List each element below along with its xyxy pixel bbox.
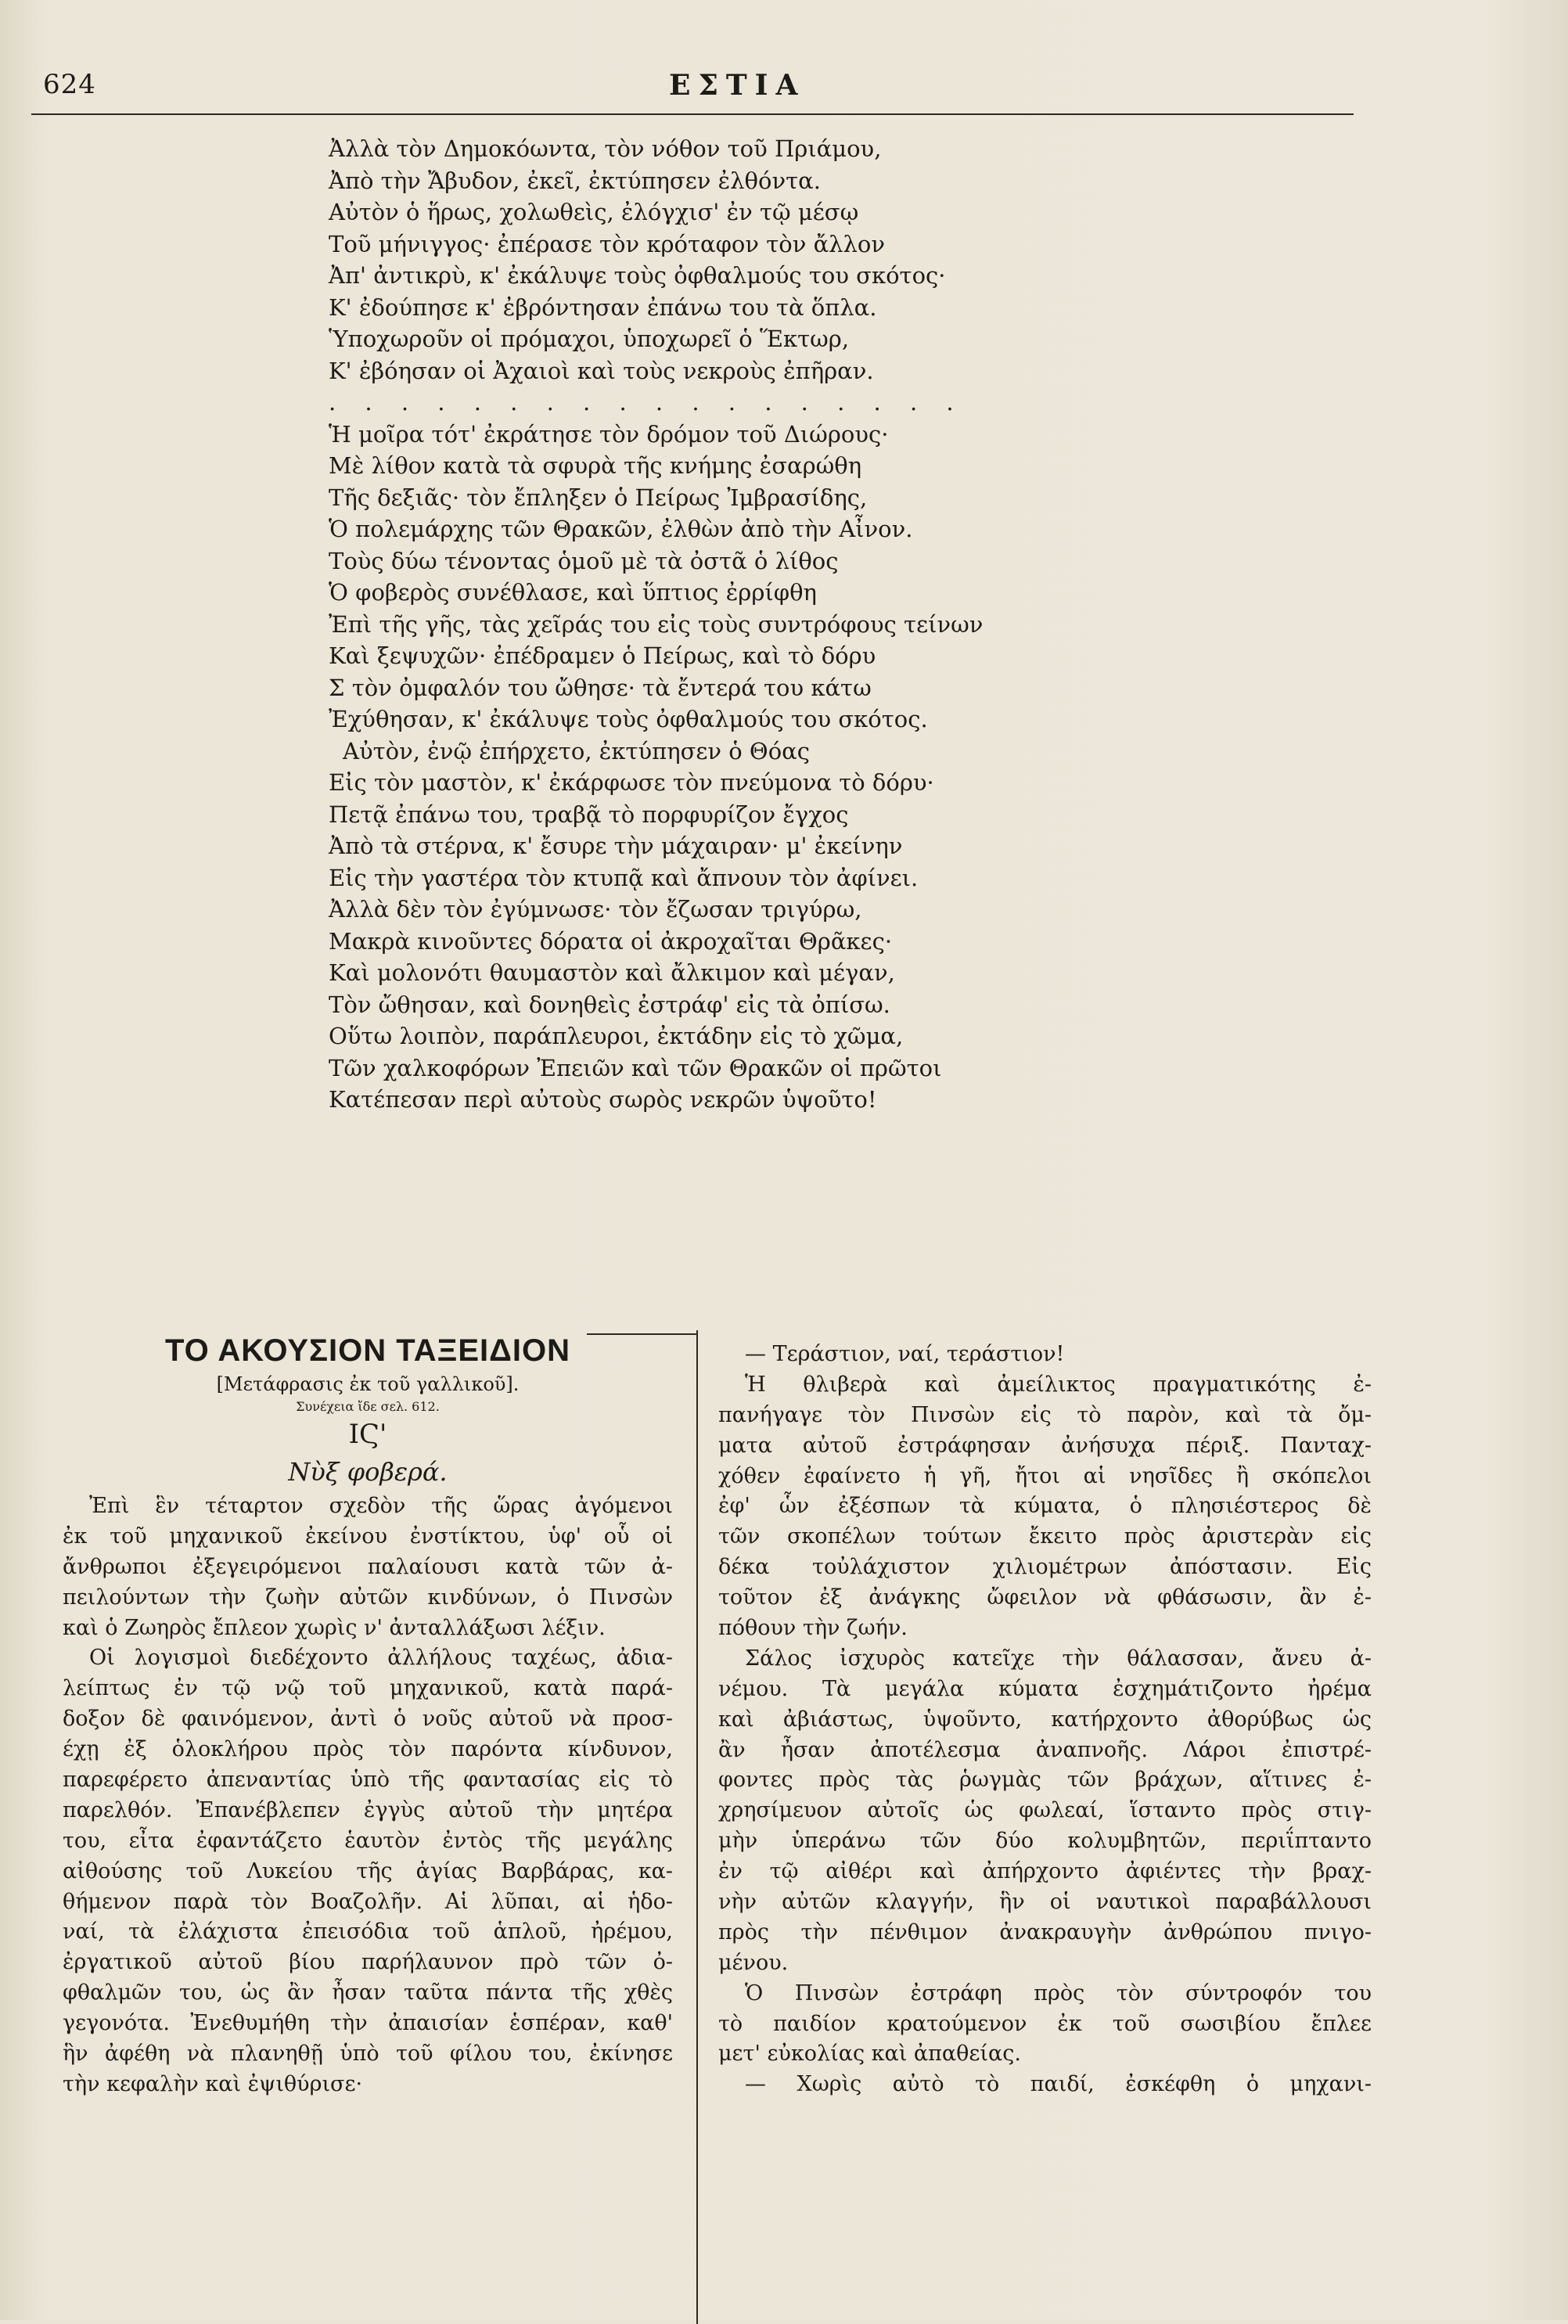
poem-line: Τῆς δεξιᾶς· τὸν ἔπληξεν ὁ Πείρως Ἰμβρασίδης, — [329, 484, 868, 511]
left-column-text — [63, 1491, 673, 2100]
poem-line: Οὕτω λοιπὸν, παράπλευροι, ἐκτάδην εἰς τὸ χῶμα, — [329, 1023, 904, 1049]
poem-line: Ὁ πολεμάρχης τῶν Θρακῶν, ἐλθὼν ἀπὸ τὴν Αἶνον. — [329, 516, 913, 542]
poem-line: Ἀπὸ τὴν Ἄβυδον, ἐκεῖ, ἐκτύπησεν ἐλθόντα. — [329, 167, 821, 194]
poem-line: Αὐτὸν, ἐνῷ ἐπήρχετο, ἐκτύπησεν ὁ Θόας — [343, 737, 810, 764]
text-line: πειλούντων τὴν ζωὴν αὐτῶν κινδύνων, ὁ Πινσὼν — [63, 1585, 673, 1610]
article-left-column — [63, 1330, 673, 2100]
poem-line: Πετᾷ ἐπάνω του, τραβᾷ τὸ πορφυρίζον ἔγχος — [329, 800, 849, 828]
poem-line: Τοὺς δύω τένοντας ὁμοῦ μὲ τὰ ὀστᾶ ὁ λίθος — [329, 547, 839, 574]
text-line: χόθεν ἐφαίνετο ἡ γῆ, ἤτοι αἱ νησῖδες ἢ σκόπελοι — [718, 1463, 1372, 1488]
text-line: ἐκ τοῦ μηχανικοῦ ἐκείνου ἐνστίκτου, ὑφ' οὗ οἱ — [63, 1524, 673, 1549]
column-rule — [696, 1330, 698, 2324]
poem-line: Εἰς τὴν γαστέρα τὸν κτυπᾷ καὶ ἄπνουν τὸν ἀφίνει. — [329, 864, 919, 891]
text-line: ἐφ' ὧν ἐξέσπων τὰ κύματα, ὁ πλησιέστερος δὲ — [718, 1494, 1372, 1519]
text-line: Οἱ λογισμοὶ διεδέχοντο ἀλλήλους ταχέως, ἀδια- — [89, 1646, 673, 1671]
text-line: Ὁ Πινσὼν ἐστράφη πρὸς τὸν σύντροφόν του — [745, 1980, 1372, 2006]
text-line: — Τεράστιον, ναί, τεράστιον! — [745, 1342, 1065, 1366]
poem-line: Ἀπ' ἀντικρὺ, κ' ἐκάλυψε τοὺς ὀφθαλμούς του σκότος· — [329, 262, 946, 289]
text-line: Ἐπὶ ἓν τέταρτον σχεδὸν τῆς ὥρας ἀγόμενοι — [89, 1494, 673, 1518]
poem-line: Κ' ἐβόησαν οἱ Ἀχαιοὶ καὶ τοὺς νεκροὺς ἐπῆραν. — [329, 357, 874, 384]
poem-line: Καὶ μολονότι θαυμαστὸν καὶ ἄλκιμον καὶ μέγαν, — [329, 959, 895, 986]
article-title: ΤΟ ΑΚΟΥΣΙΟΝ ΤΑΞΕΙΔΙΟΝ — [164, 1333, 571, 1368]
text-line: μὴν ὑπεράνω τῶν δύο κολυμβητῶν, περιΐπταντο — [718, 1829, 1372, 1854]
text-line: καὶ ἀβιάστως, ὑψοῦντο, κατήρχοντο ἀθορύβως ὡς — [718, 1707, 1372, 1732]
poem-line: Ἐπὶ τῆς γῆς, τὰς χεῖράς του εἰς τοὺς συντρόφους τείνων — [329, 610, 984, 638]
text-line: φοντες πρὸς τὰς ῥωγμὰς τῶν βράχων, αἵτινες ἐ- — [718, 1768, 1372, 1793]
text-line: ναί, τὰ ἐλάχιστα ἐπεισόδια τοῦ ἁπλοῦ, ἠρέμου, — [63, 1919, 673, 1944]
article-right-column — [718, 1340, 1372, 2100]
text-line: πρὸς τὴν πένθιμον ἀνακραυγὴν ἀνθρώπου πνιγο- — [718, 1919, 1372, 1944]
text-line: Σάλος ἰσχυρὸς κατεῖχε τὴν θάλασσαν, ἄνευ ἀ- — [745, 1646, 1372, 1671]
chapter-number: ΙϚ' — [348, 1419, 387, 1450]
text-line: χρησίμευον αὐτοῖς ὡς φωλεαί, ἵσταντο πρὸς στιγ- — [718, 1798, 1372, 1823]
text-line: θήμενον παρὰ τὸν Βοαζολῆν. Αἱ λῦπαι, αἱ ἡδο- — [63, 1889, 673, 1914]
text-line: αἰθούσης τοῦ Λυκείου τῆς ἁγίας Βαρβάρας, κα- — [63, 1858, 673, 1883]
poem-line: Ἐχύθησαν, κ' ἐκάλυψε τοὺς ὀφθαλμούς του σκότος. — [329, 706, 928, 732]
text-line: καὶ ὁ Ζωηρὸς ἔπλεον χωρὶς ν' ἀνταλλάξωσι λέξιν. — [63, 1615, 606, 1640]
text-line: δοξον δὲ φαινόμενον, ἀντὶ ὁ νοῦς αὐτοῦ νὰ προσ- — [63, 1707, 673, 1732]
text-line: πόθουν τὴν ζωήν. — [718, 1616, 908, 1641]
poem-line: . . . . . . . . . . . . . . . . . . — [329, 389, 965, 416]
text-line: τοῦτον ἐξ ἀνάγκης ὤφειλον νὰ φθάσωσιν, ἂν ἐ- — [718, 1585, 1372, 1610]
text-line: ἐργατικοῦ αὐτοῦ βίου παρήλαυνον πρὸ τῶν ὀ- — [63, 1950, 673, 1975]
poem-line: Ἀλλὰ δὲν τὸν ἐγύμνωσε· τὸν ἔζωσαν τριγύρω, — [329, 896, 862, 923]
continued-note: Συνέχεια ἴδε σελ. 612. — [296, 1399, 440, 1414]
poem-line: Μακρὰ κινοῦντες δόρατα οἱ ἀκροχαῖται Θρᾶκες· — [329, 927, 893, 955]
text-line: νέμου. Τὰ μεγάλα κύματα ἐσχημάτιζοντο ἠρέμα — [718, 1676, 1372, 1701]
header-rule — [31, 113, 1354, 115]
text-line: λείπτως ἐν τῷ νῷ τοῦ μηχανικοῦ, κατὰ παρά- — [63, 1676, 673, 1701]
text-line: μετ' εὐκολίας καὶ ἀπαθείας. — [718, 2042, 1021, 2067]
article-subtitle: [Μετάφρασις ἐκ τοῦ γαλλικοῦ]. — [216, 1373, 520, 1395]
page-number: 624 — [43, 69, 96, 100]
text-line: του, εἶτα ἐφαντάζετο ἑαυτὸν ἐντὸς τῆς μεγάλης — [63, 1828, 673, 1853]
poem-line: Κ' ἐδούπησε κ' ἐβρόντησαν ἐπάνω του τὰ ὅπλα. — [329, 293, 877, 321]
page-header — [43, 69, 1358, 106]
poem-block — [329, 133, 1111, 1116]
poem-line: Μὲ λίθον κατὰ τὰ σφυρὰ τῆς κνήμης ἐσαρώθη — [329, 452, 862, 479]
poem-line: Ἀπὸ τὰ στέρνα, κ' ἔσυρε τὴν μάχαιραν· μ' ἐκείνην — [329, 833, 903, 859]
text-line: νὴν αὐτῶν κλαγγήν, ἣν οἱ ναυτικοὶ παραβάλλουσι — [718, 1890, 1372, 1915]
text-line: πανήγαγε τὸν Πινσὼν εἰς τὸ παρὸν, καὶ τὰ ὄμ- — [718, 1402, 1372, 1427]
text-line: φθαλμῶν του, ὡς ἂν ἦσαν ταῦτα πάντα τῆς χθὲς — [63, 1980, 673, 2006]
text-line: ἄνθρωποι ἐξεγειρόμενοι παλαίουσι κατὰ τῶν ἀ- — [63, 1554, 673, 1579]
text-line: τῶν σκοπέλων τούτων ἔκειτο πρὸς ἀριστερὰν εἰς — [718, 1524, 1372, 1549]
poem-line: Ὑποχωροῦν οἱ πρόμαχοι, ὑποχωρεῖ ὁ Ἕκτωρ, — [329, 326, 850, 352]
poem-line: Κατέπεσαν περὶ αὐτοὺς σωρὸς νεκρῶν ὑψοῦτο! — [329, 1086, 877, 1113]
poem-line: Καὶ ξεψυχῶν· ἐπέδραμεν ὁ Πείρως, καὶ τὸ δόρυ — [329, 642, 876, 669]
text-line: ματα αὐτοῦ ἐστράφησαν ἀνήσυχα πέριξ. Πανταχ- — [718, 1433, 1372, 1458]
poem-line: Τῶν χαλκοφόρων Ἐπειῶν καὶ τῶν Θρακῶν οἱ πρῶτοι — [329, 1054, 942, 1081]
running-title: ΕΣΤΙΑ — [669, 69, 806, 102]
text-line: τὸ παιδίον κρατούμενον ἐκ τοῦ σωσιβίου ἔπλεε — [718, 2011, 1372, 2036]
poem-line: Αὐτὸν ὁ ἥρως, χολωθεὶς, ἐλόγχισ' ἐν τῷ μέσῳ — [329, 199, 859, 225]
poem-line: Τοῦ μήνιγγος· ἐπέρασε τὸν κρόταφον τὸν ἄλλον — [329, 230, 885, 257]
poem-line: Εἰς τὸν μαστὸν, κ' ἐκάρφωσε τὸν πνεύμονα τὸ δόρυ· — [329, 769, 934, 796]
poem-line: Ἡ μοῖρα τότ' ἐκράτησε τὸν δρόμον τοῦ Διώρους· — [329, 420, 889, 448]
text-line: ἣν ἀφέθη νὰ πλανηθῇ ὑπὸ τοῦ φίλου του, ἐκίνησε — [63, 2042, 673, 2067]
text-line: δέκα τοὐλάχιστον χιλιομέτρων ἀπόστασιν. Εἰς — [718, 1555, 1372, 1580]
poem-line: Σ τὸν ὀμφαλόν του ὤθησε· τὰ ἔντερά του κάτω — [329, 674, 872, 701]
right-column-text — [718, 1340, 1372, 2100]
text-line: ἂν ἦσαν ἀποτέλεσμα ἀναπνοῆς. Λάροι ἐπιστρέ- — [718, 1737, 1372, 1762]
text-line: έχῃ ἐξ ὁλοκλήρου πρὸς τὸν παρόντα κίνδυνον, — [63, 1737, 673, 1762]
text-line: τὴν κεφαλὴν καὶ ἐψιθύρισε· — [63, 2071, 363, 2096]
text-line: παρελθόν. Ἐπανέβλεπεν ἐγγὺς αὐτοῦ τὴν μητέρα — [63, 1797, 673, 1822]
text-line: — Χωρὶς αὐτὸ τὸ παιδί, ἐσκέφθη ὁ μηχανι- — [745, 2072, 1372, 2097]
poem-line: Ἀλλὰ τὸν Δημοκόωντα, τὸν νόθον τοῦ Πριάμου, — [329, 135, 882, 162]
chapter-title: Νὺξ φοβερά. — [288, 1457, 448, 1487]
text-line: Ἡ θλιβερὰ καὶ ἀμείλικτος πραγματικότης ἐ- — [745, 1372, 1372, 1397]
poem-line: Ὁ φοβερὸς συνέθλασε, καὶ ὕπτιος ἐρρίφθη — [329, 579, 817, 606]
text-line: μένου. — [718, 1950, 789, 1975]
text-line: παρεφέρετο ἀπεναντίας ὑπὸ τῆς φαντασίας εἰς τὸ — [63, 1768, 673, 1793]
text-line: ἐν τῷ αἰθέρι καὶ ἀπήρχοντο ἀφιέντες τὴν βραχ- — [718, 1859, 1372, 1884]
text-line: γεγονότα. Ἐνεθυμήθη τὴν ἀπαισίαν ἑσπέραν, καθ' — [63, 2011, 673, 2036]
poem-line: Τὸν ὤθησαν, καὶ δονηθεὶς ἐστράφ' εἰς τὰ ὀπίσω. — [329, 991, 890, 1018]
